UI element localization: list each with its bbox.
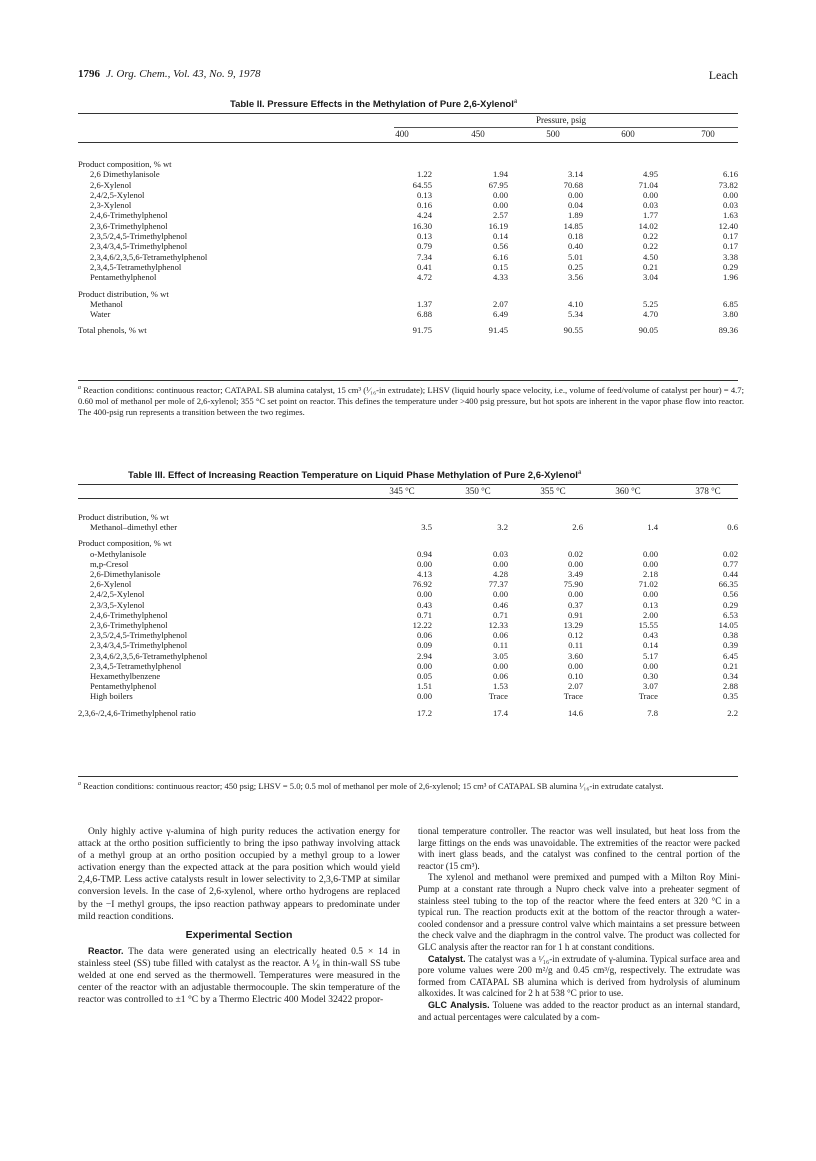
- cell-value: 1.53: [492, 681, 508, 692]
- cell-value: 0.12: [567, 630, 583, 641]
- table2-column-header: 600: [621, 129, 635, 139]
- cell-value: 14.05: [718, 620, 738, 631]
- cell-value: 5.01: [567, 251, 583, 262]
- row-label: Methanol–dimethyl ether: [90, 522, 178, 533]
- cell-value: 4.50: [642, 251, 658, 262]
- cell-value: 0.22: [642, 231, 658, 242]
- cell-value: 12.33: [488, 620, 508, 631]
- row-label: Hexamethylbenzene: [90, 671, 161, 682]
- cell-value: 0.56: [722, 589, 738, 600]
- cell-value: 0.43: [416, 599, 432, 610]
- cell-value: 0.11: [568, 640, 583, 651]
- cell-value: 0.10: [567, 671, 583, 682]
- table-row: [78, 691, 738, 701]
- cell-value: 0.00: [492, 660, 508, 671]
- cell-value: 3.80: [722, 309, 738, 320]
- row-label: 2,3,5/2,4,5-Trimethylphenol: [90, 231, 188, 242]
- cell-value: 2.00: [642, 609, 658, 620]
- table2-caption: Table II. Pressure Effects in the Methylation of Pure 2,6-Xylenol$^a$: [230, 99, 518, 111]
- body-column-right: [418, 826, 740, 1023]
- cell-value: 7.34: [416, 251, 432, 262]
- row-label: m,p-Cresol: [90, 558, 129, 569]
- cell-value: 16.30: [412, 220, 432, 231]
- cell-value: 2.94: [416, 650, 432, 661]
- cell-value: 15.55: [638, 620, 658, 631]
- cell-value: 0.03: [722, 200, 738, 211]
- cell-value: 0.77: [722, 558, 738, 569]
- cell-value: 0.13: [416, 189, 432, 200]
- cell-value: 0.00: [416, 691, 432, 702]
- cell-value: 0.29: [722, 261, 738, 272]
- table3-top-rule: [78, 484, 738, 485]
- cell-value: 76.92: [412, 579, 432, 590]
- table2-column-header: 500: [546, 129, 560, 139]
- cell-value: 4.28: [492, 569, 508, 580]
- cell-value: 0.06: [416, 630, 432, 641]
- cell-value: Trace: [563, 691, 583, 702]
- cell-value: 0.14: [492, 231, 508, 242]
- glc-paragraph: GLC Analysis. Toluene was added to the reactor product as an internal standard, and actual percentages were calculated by a com-: [418, 999, 741, 1022]
- cell-value: 71.02: [638, 579, 658, 590]
- cell-value: 91.75: [412, 325, 432, 336]
- cell-value: 17.4: [492, 707, 508, 718]
- cell-value: 16.19: [488, 220, 508, 231]
- cell-value: 14.85: [563, 220, 583, 231]
- cell-value: 5.34: [567, 309, 583, 320]
- row-label: 2,6 Dimethylanisole: [90, 169, 160, 180]
- row-label: 2,3,4/3,4,5-Trimethylphenol: [90, 241, 188, 252]
- cell-value: 2.6: [572, 522, 583, 533]
- cell-value: 67.95: [488, 179, 508, 190]
- cell-value: 17.2: [416, 707, 432, 718]
- row-label: 2,4,6-Trimethylphenol: [90, 609, 168, 620]
- cell-value: 3.14: [567, 169, 583, 180]
- row-label: High boilers: [90, 691, 133, 702]
- row-label: 2,4/2,5-Xylenol: [90, 189, 145, 200]
- table-row: [78, 231, 738, 241]
- cell-value: Trace: [488, 691, 508, 702]
- catalyst-runin: Catalyst.: [428, 953, 466, 964]
- cell-value: 75.90: [563, 579, 583, 590]
- row-label: 2,3,6-/2,4,6-Trimethylphenol ratio: [78, 707, 196, 718]
- glc-runin: GLC Analysis.: [428, 999, 490, 1010]
- table-row: [78, 299, 738, 309]
- row-label: 2,3-Xylenol: [90, 200, 132, 211]
- reactor-runin: Reactor.: [88, 945, 124, 956]
- cell-value: 4.24: [416, 210, 432, 221]
- cell-value: 3.49: [567, 569, 583, 580]
- cell-value: 0.02: [567, 548, 583, 559]
- cell-value: 64.55: [412, 179, 432, 190]
- table3-header-rule: [78, 498, 738, 499]
- cell-value: 1.94: [492, 169, 508, 180]
- catalyst-paragraph: Catalyst. The catalyst was a ¹⁄₁₆-in extrudate of γ-alumina. Typical surface area and pore volume values were 200 m²/g and 0.45 cm³/g, respectively. The extrudate was formed from CATAPAL SB alumina which is derived from hydrolysis of aluminum alkoxides. It was calcined for 2 h at 538 °C prior to use.: [418, 953, 740, 999]
- cell-value: 0.34: [722, 671, 738, 682]
- cell-value: 0.11: [493, 640, 508, 651]
- cell-value: 0.00: [492, 189, 508, 200]
- cell-value: 0.00: [722, 189, 738, 200]
- cell-value: 89.36: [718, 325, 738, 336]
- cell-value: 0.13: [642, 599, 658, 610]
- row-label: 2,6-Xylenol: [90, 179, 132, 190]
- table-row: [78, 210, 738, 220]
- cell-value: 4.70: [642, 309, 658, 320]
- section-heading-row: [78, 289, 738, 299]
- table-row: [78, 589, 738, 599]
- cell-value: 3.5: [421, 522, 432, 533]
- cell-value: 14.02: [638, 220, 658, 231]
- table-row: [78, 681, 738, 691]
- total-row: [78, 325, 738, 335]
- row-label: 2,3,4/3,4,5-Trimethylphenol: [90, 640, 188, 651]
- row-label: 2,6-Xylenol: [90, 579, 132, 590]
- table-row: [78, 640, 738, 650]
- cell-value: 6.53: [722, 609, 738, 620]
- cell-value: 1.37: [416, 298, 432, 309]
- table-row: [78, 522, 738, 532]
- cell-value: 12.40: [718, 220, 738, 231]
- row-label: 2,3,6-Trimethylphenol: [90, 220, 168, 231]
- cell-value: 0.04: [567, 200, 583, 211]
- cell-value: 1.4: [647, 522, 658, 533]
- cell-value: 0.38: [722, 630, 738, 641]
- cell-value: 6.85: [722, 298, 738, 309]
- cell-value: 4.10: [567, 298, 583, 309]
- cell-value: 0.17: [722, 241, 738, 252]
- cell-value: Trace: [638, 691, 658, 702]
- cell-value: 0.37: [567, 599, 583, 610]
- cell-value: 0.02: [722, 548, 738, 559]
- author-name: Leach: [708, 68, 738, 82]
- table2-body: [78, 159, 738, 336]
- cell-value: 4.33: [492, 272, 508, 283]
- cell-value: 0.91: [567, 609, 583, 620]
- table-row: [78, 671, 738, 681]
- cell-value: 12.22: [412, 620, 432, 631]
- cell-value: 0.21: [722, 660, 738, 671]
- row-label: 2,3/3,5-Xylenol: [90, 599, 145, 610]
- row-label: 2,3,4,6/2,3,5,6-Tetramethylphenol: [90, 251, 208, 262]
- cell-value: 0.15: [492, 261, 508, 272]
- cell-value: 0.03: [642, 200, 658, 211]
- cell-value: 0.00: [642, 558, 658, 569]
- table3-column-header: 345 °C: [389, 486, 415, 496]
- cell-value: 0.16: [416, 200, 432, 211]
- cell-value: 2.88: [722, 681, 738, 692]
- section-label: Product distribution, % wt: [78, 512, 169, 522]
- cell-value: 0.00: [642, 189, 658, 200]
- cell-value: 0.00: [642, 548, 658, 559]
- table2-spanner-rule: [394, 127, 738, 128]
- feed-paragraph: The xylenol and methanol were premixed and pumped with a Milton Roy Mini-Pump at a constant rate through a Nupro check valve into a preheater segment of stainless steel tubing to the top of the reactor where the feed enters at 320 °C in a typical run. The reaction products exit at the bottom of the reactor through a water-cooled condensor and a pressure control valve which maintains a set pressure between the check valve and the diaphragm in the control valve. The product was collected for GLC analysis after the reactor ran for 1 h at constant conditions.: [418, 872, 740, 952]
- cell-value: 2.2: [727, 707, 738, 718]
- table-row: [78, 200, 738, 210]
- cell-value: 0.21: [642, 261, 658, 272]
- cell-value: 1.63: [722, 210, 738, 221]
- reactor-continued-paragraph: tional temperature controller. The reactor was well insulated, but heat loss from the large fittings on the ends was unavoidable. The extremities of the reactor were packed with inert glass beads, and the catalyst was confined to the central portion of the reactor (15 cm³).: [418, 826, 740, 871]
- cell-value: 0.43: [642, 630, 658, 641]
- table-row: [78, 169, 738, 179]
- cell-value: 6.45: [722, 650, 738, 661]
- cell-value: 3.38: [722, 251, 738, 262]
- table-row: [78, 620, 738, 630]
- table2-spanner: Pressure, psig: [536, 115, 586, 125]
- cell-value: 13.29: [563, 620, 583, 631]
- row-label: 2,3,4,6/2,3,5,6-Tetramethylphenol: [90, 650, 208, 661]
- cell-value: 1.77: [642, 210, 658, 221]
- cell-value: 1.51: [416, 681, 432, 692]
- cell-value: 0.79: [416, 241, 432, 252]
- cell-value: 0.17: [722, 231, 738, 242]
- row-label: 2,6-Dimethylanisole: [90, 569, 161, 580]
- section-heading: Experimental Section: [185, 928, 293, 941]
- running-header: [78, 68, 738, 84]
- cell-value: 0.00: [567, 660, 583, 671]
- table-row: [78, 579, 738, 589]
- table-row: [78, 549, 738, 559]
- cell-value: 0.39: [722, 640, 738, 651]
- table3-caption: Table III. Effect of Increasing Reaction Temperature on Liquid Phase Methylation of Pure 2,6-Xylenol$^a$: [128, 470, 582, 482]
- table3-column-header: 350 °C: [465, 486, 491, 496]
- row-label: 2,3,5/2,4,5-Trimethylphenol: [90, 630, 188, 641]
- page-number: 1796: [78, 68, 100, 80]
- cell-value: 3.05: [492, 650, 508, 661]
- table2-column-header: 700: [701, 129, 715, 139]
- total-row: [78, 708, 738, 718]
- table-row: [78, 221, 738, 231]
- section-label: Product composition, % wt: [78, 538, 172, 549]
- table3-bottom-rule: [78, 776, 738, 777]
- cell-value: 0.41: [416, 261, 432, 272]
- cell-value: 2.57: [492, 210, 508, 221]
- cell-value: 0.22: [642, 241, 658, 252]
- cell-value: 6.88: [416, 309, 432, 320]
- cell-value: 1.96: [722, 272, 738, 283]
- body-column-left: [78, 826, 400, 1006]
- cell-value: 3.04: [642, 272, 658, 283]
- table2-bottom-rule: [78, 380, 738, 381]
- cell-value: 90.05: [638, 325, 658, 336]
- section-heading-row: [78, 159, 738, 169]
- cell-value: 0.00: [416, 660, 432, 671]
- cell-value: 0.00: [416, 589, 432, 600]
- cell-value: 0.71: [492, 609, 508, 620]
- cell-value: 2.07: [567, 681, 583, 692]
- table3-column-header: 355 °C: [540, 486, 566, 496]
- cell-value: 0.25: [567, 261, 583, 272]
- cell-value: 0.06: [492, 671, 508, 682]
- reactor-paragraph: Reactor. The data were generated using an electrically heated 0.5 × 14 in stainless steel (SS) tube filled with catalyst as the reactor. A ¹⁄₈ in thin-wall SS tube welded at one end served as the thermowell. Temperatures were measured in the center of the reactor with an adjustable thermocouple. The skin temperature of the reactor was controlled to ±1 °C by a Thermo Electric 400 Model 32422 propor-: [78, 945, 400, 1006]
- cell-value: 0.00: [642, 660, 658, 671]
- table3-body: [78, 512, 738, 718]
- cell-value: 0.13: [416, 231, 432, 242]
- cell-value: 77.37: [488, 579, 508, 590]
- cell-value: 0.00: [492, 200, 508, 211]
- row-label: 2,3,6-Trimethylphenol: [90, 620, 168, 631]
- cell-value: 0.29: [722, 599, 738, 610]
- cell-value: 0.35: [722, 691, 738, 702]
- table2-column-header: 400: [395, 129, 409, 139]
- table3-column-header: 378 °C: [695, 486, 721, 496]
- cell-value: 14.6: [567, 707, 583, 718]
- table-row: [78, 600, 738, 610]
- cell-value: 1.22: [416, 169, 432, 180]
- row-label: Total phenols, % wt: [78, 325, 147, 336]
- cell-value: 0.18: [567, 231, 583, 242]
- intro-paragraph: Only highly active γ-alumina of high purity reduces the activation energy for attack at the ortho position sufficiently to bring the ipso pathway involving attack of a methyl group at an ortho position occupied by a methyl group to a lower activation energy than the expected attack at the para position which would yield 2,4,6-TMP. Less active catalysts result in lower selectivity to 2,3,6-TMP at similar conversion levels. In the case of 2,6-xylenol, where ortho hydrogens are replaced by the −I methyl groups, the ipso reaction pathway appears to predominate under mild reaction conditions.: [78, 826, 400, 922]
- cell-value: 0.00: [416, 558, 432, 569]
- cell-value: 0.05: [416, 671, 432, 682]
- cell-value: 2.18: [642, 569, 658, 580]
- cell-value: 4.95: [642, 169, 658, 180]
- table3-column-header: 360 °C: [615, 486, 641, 496]
- cell-value: 0.40: [567, 241, 583, 252]
- cell-value: 0.30: [642, 671, 658, 682]
- cell-value: 70.68: [563, 179, 583, 190]
- row-label: 2,4/2,5-Xylenol: [90, 589, 145, 600]
- cell-value: 0.00: [642, 589, 658, 600]
- table-row: [78, 651, 738, 661]
- cell-value: 3.60: [567, 650, 583, 661]
- cell-value: 1.89: [567, 210, 583, 221]
- table2-footnote: $^a$ Reaction conditions: continuous reactor; CATAPAL SB alumina catalyst, 15 cm³ (¹⁄₁₆-in extrudate); LHSV (liquid hourly space velocity, i.e., volume of feed/volume of catalyst per hour) = 4.7; 0.60 mol of methanol per mole of 2,6-xylenol; 355 °C set point on reactor. This defines the temperature under >400 psig pressure, but hot spots are inherent in the vapor phase flow into reactor. The 400-psig run represents a transition between the two regimes.: [78, 384, 744, 418]
- cell-value: 0.94: [416, 548, 432, 559]
- table-row: [78, 661, 738, 671]
- table2-top-rule: [78, 113, 738, 114]
- cell-value: 4.72: [416, 272, 432, 283]
- cell-value: 6.16: [722, 169, 738, 180]
- table-row: [78, 272, 738, 282]
- table-row: [78, 262, 738, 272]
- cell-value: 4.13: [416, 569, 432, 580]
- cell-value: 0.00: [567, 189, 583, 200]
- row-label: Pentamethylphenol: [90, 272, 157, 283]
- cell-value: 7.8: [647, 707, 658, 718]
- cell-value: 73.82: [718, 179, 738, 190]
- cell-value: 66.35: [718, 579, 738, 590]
- table-row: [78, 569, 738, 579]
- cell-value: 0.46: [492, 599, 508, 610]
- cell-value: 71.04: [638, 179, 658, 190]
- row-label: Methanol: [90, 298, 123, 309]
- cell-value: 0.00: [567, 589, 583, 600]
- table3-footnote: $^a$ Reaction conditions: continuous reactor; 450 psig; LHSV = 5.0; 0.5 mol of methanol per mole of 2,6-xylenol; 15 cm³ of CATAPAL SB alumina ¹⁄₁₆-in extrudate catalyst.: [78, 780, 664, 791]
- cell-value: 0.44: [722, 569, 738, 580]
- cell-value: 91.45: [488, 325, 508, 336]
- row-label: o-Methylanisole: [90, 548, 147, 559]
- cell-value: 0.09: [416, 640, 432, 651]
- cell-value: 3.56: [567, 272, 583, 283]
- section-heading-row: [78, 538, 738, 548]
- table-row: [78, 559, 738, 569]
- row-label: 2,3,4,5-Tetramethylphenol: [90, 261, 182, 272]
- table2-header-rule: [78, 142, 738, 143]
- cell-value: 5.17: [642, 650, 658, 661]
- row-label: Water: [90, 309, 111, 320]
- journal-citation: [78, 68, 261, 80]
- table-row: [78, 252, 738, 262]
- cell-value: 0.03: [492, 548, 508, 559]
- cell-value: 3.2: [497, 522, 508, 533]
- cell-value: 0.00: [567, 558, 583, 569]
- section-label: Product composition, % wt: [78, 159, 172, 169]
- journal-name: J. Org. Chem., Vol. 43, No. 9, 1978: [106, 68, 261, 80]
- cell-value: 0.06: [492, 630, 508, 641]
- table-row: [78, 180, 738, 190]
- table-row: [78, 241, 738, 251]
- table-row: [78, 309, 738, 319]
- cell-value: 6.16: [492, 251, 508, 262]
- row-label: Pentamethylphenol: [90, 681, 157, 692]
- table-row: [78, 610, 738, 620]
- cell-value: 0.71: [416, 609, 432, 620]
- cell-value: 5.25: [642, 298, 658, 309]
- cell-value: 0.00: [492, 589, 508, 600]
- cell-value: 0.00: [492, 558, 508, 569]
- row-label: 2,3,4,5-Tetramethylphenol: [90, 660, 182, 671]
- cell-value: 2.07: [492, 298, 508, 309]
- cell-value: 90.55: [563, 325, 583, 336]
- section-label: Product distribution, % wt: [78, 288, 169, 299]
- cell-value: 0.56: [492, 241, 508, 252]
- cell-value: 3.07: [642, 681, 658, 692]
- table-row: [78, 630, 738, 640]
- row-label: 2,4,6-Trimethylphenol: [90, 210, 168, 221]
- table2-column-header: 450: [471, 129, 485, 139]
- cell-value: 0.14: [642, 640, 658, 651]
- cell-value: 6.49: [492, 309, 508, 320]
- section-heading-row: [78, 512, 738, 522]
- cell-value: 0.6: [727, 522, 738, 533]
- table-row: [78, 190, 738, 200]
